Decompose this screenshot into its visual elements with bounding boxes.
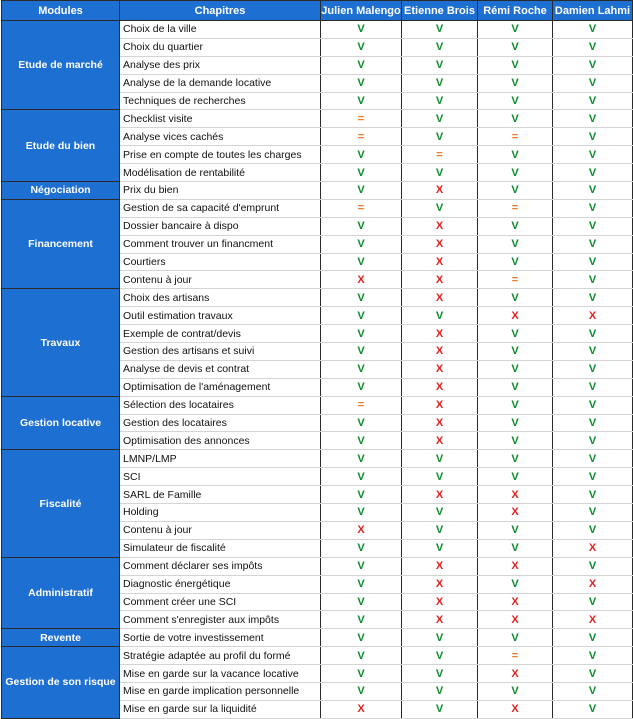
- check-mark: V: [478, 575, 553, 593]
- check-mark: V: [321, 164, 402, 182]
- check-mark: V: [402, 682, 478, 700]
- partial-mark: =: [478, 647, 553, 665]
- check-mark: V: [402, 199, 478, 217]
- module-cell: Fiscalité: [2, 450, 120, 557]
- chapter-cell: Dossier bancaire à dispo: [120, 217, 321, 235]
- chapter-cell: Mise en garde sur la liquidité: [120, 700, 321, 718]
- check-mark: V: [321, 593, 402, 611]
- check-mark: V: [321, 682, 402, 700]
- table-row: [2, 199, 633, 217]
- cross-mark: X: [402, 396, 478, 414]
- chapter-cell: Gestion des artisans et suivi: [120, 343, 321, 361]
- partial-mark: =: [402, 146, 478, 164]
- check-mark: V: [321, 343, 402, 361]
- check-mark: V: [321, 92, 402, 110]
- module-cell: Gestion locative: [2, 396, 120, 450]
- cross-mark: X: [321, 700, 402, 718]
- check-mark: V: [478, 378, 553, 396]
- check-mark: V: [402, 700, 478, 718]
- check-mark: V: [553, 593, 633, 611]
- table-row: [2, 110, 633, 128]
- check-mark: V: [553, 468, 633, 486]
- chapter-cell: SCI: [120, 468, 321, 486]
- check-mark: V: [553, 128, 633, 146]
- check-mark: V: [553, 343, 633, 361]
- check-mark: V: [321, 486, 402, 504]
- cross-mark: X: [402, 414, 478, 432]
- check-mark: V: [321, 378, 402, 396]
- cross-mark: X: [402, 611, 478, 629]
- check-mark: V: [321, 217, 402, 235]
- cross-mark: X: [478, 700, 553, 718]
- chapter-cell: Analyse de devis et contrat: [120, 360, 321, 378]
- check-mark: V: [553, 56, 633, 74]
- check-mark: V: [553, 486, 633, 504]
- check-mark: V: [553, 182, 633, 200]
- check-mark: V: [478, 182, 553, 200]
- check-mark: V: [553, 521, 633, 539]
- check-mark: V: [321, 146, 402, 164]
- cross-mark: X: [402, 182, 478, 200]
- partial-mark: =: [321, 396, 402, 414]
- check-mark: V: [478, 164, 553, 182]
- chapter-cell: Techniques de recherches: [120, 92, 321, 110]
- check-mark: V: [553, 38, 633, 56]
- check-mark: V: [553, 110, 633, 128]
- partial-mark: =: [478, 128, 553, 146]
- check-mark: V: [478, 343, 553, 361]
- check-mark: V: [321, 468, 402, 486]
- chapter-cell: Simulateur de fiscalité: [120, 539, 321, 557]
- chapter-cell: Mise en garde sur la vacance locative: [120, 665, 321, 683]
- chapter-cell: Analyse de la demande locative: [120, 74, 321, 92]
- cross-mark: X: [402, 593, 478, 611]
- header-modules: Modules: [2, 1, 120, 21]
- header-chapitres: Chapitres: [120, 1, 321, 21]
- check-mark: V: [478, 110, 553, 128]
- cross-mark: X: [402, 378, 478, 396]
- chapter-cell: Contenu à jour: [120, 271, 321, 289]
- cross-mark: X: [402, 289, 478, 307]
- chapter-cell: Holding: [120, 504, 321, 522]
- check-mark: V: [553, 450, 633, 468]
- chapter-cell: Comment déclarer ses impôts: [120, 557, 321, 575]
- check-mark: V: [553, 289, 633, 307]
- cross-mark: X: [402, 253, 478, 271]
- check-mark: V: [478, 360, 553, 378]
- check-mark: V: [402, 647, 478, 665]
- chapter-cell: Choix des artisans: [120, 289, 321, 307]
- header-etienne-brois: Etienne Brois: [402, 1, 478, 21]
- partial-mark: =: [478, 271, 553, 289]
- check-mark: V: [402, 307, 478, 325]
- chapter-cell: Modélisation de rentabilité: [120, 164, 321, 182]
- check-mark: V: [321, 289, 402, 307]
- chapter-cell: Courtiers: [120, 253, 321, 271]
- check-mark: V: [553, 21, 633, 39]
- check-mark: V: [478, 21, 553, 39]
- check-mark: V: [553, 360, 633, 378]
- cross-mark: X: [321, 521, 402, 539]
- check-mark: V: [321, 253, 402, 271]
- chapter-cell: Optimisation des annonces: [120, 432, 321, 450]
- check-mark: V: [553, 396, 633, 414]
- table-row: [2, 289, 633, 307]
- check-mark: V: [553, 665, 633, 683]
- check-mark: V: [553, 432, 633, 450]
- cross-mark: X: [402, 217, 478, 235]
- module-cell: Revente: [2, 629, 120, 647]
- check-mark: V: [321, 539, 402, 557]
- chapter-cell: Analyse vices cachés: [120, 128, 321, 146]
- check-mark: V: [553, 235, 633, 253]
- cross-mark: X: [402, 325, 478, 343]
- chapter-cell: Mise en garde implication personnelle: [120, 682, 321, 700]
- check-mark: V: [402, 128, 478, 146]
- chapter-cell: Exemple de contrat/devis: [120, 325, 321, 343]
- chapter-cell: Sélection des locataires: [120, 396, 321, 414]
- check-mark: V: [478, 74, 553, 92]
- check-mark: V: [321, 575, 402, 593]
- header-julien-malengo: Julien Malengo: [321, 1, 402, 21]
- cross-mark: X: [553, 539, 633, 557]
- check-mark: V: [478, 396, 553, 414]
- check-mark: V: [478, 217, 553, 235]
- check-mark: V: [478, 235, 553, 253]
- check-mark: V: [321, 307, 402, 325]
- check-mark: V: [321, 665, 402, 683]
- partial-mark: =: [321, 199, 402, 217]
- check-mark: V: [321, 21, 402, 39]
- check-mark: V: [553, 164, 633, 182]
- check-mark: V: [553, 700, 633, 718]
- cross-mark: X: [478, 593, 553, 611]
- cross-mark: X: [553, 307, 633, 325]
- chapter-cell: Checklist visite: [120, 110, 321, 128]
- check-mark: V: [553, 92, 633, 110]
- check-mark: V: [553, 378, 633, 396]
- check-mark: V: [402, 74, 478, 92]
- check-mark: V: [553, 629, 633, 647]
- cross-mark: X: [553, 575, 633, 593]
- chapter-cell: Optimisation de l'aménagement: [120, 378, 321, 396]
- cross-mark: X: [478, 504, 553, 522]
- check-mark: V: [478, 325, 553, 343]
- check-mark: V: [321, 414, 402, 432]
- check-mark: V: [553, 253, 633, 271]
- module-cell: Etude du bien: [2, 110, 120, 182]
- partial-mark: =: [321, 110, 402, 128]
- check-mark: V: [478, 289, 553, 307]
- table-row: [2, 450, 633, 468]
- check-mark: V: [321, 56, 402, 74]
- partial-mark: =: [321, 128, 402, 146]
- check-mark: V: [553, 74, 633, 92]
- module-cell: Etude de marché: [2, 21, 120, 110]
- check-mark: V: [553, 271, 633, 289]
- check-mark: V: [553, 199, 633, 217]
- table-body: [2, 21, 633, 719]
- check-mark: V: [478, 521, 553, 539]
- check-mark: V: [321, 450, 402, 468]
- table-row: [2, 629, 633, 647]
- check-mark: V: [402, 38, 478, 56]
- check-mark: V: [402, 468, 478, 486]
- check-mark: V: [402, 504, 478, 522]
- header-remi-roche: Rémi Roche: [478, 1, 553, 21]
- chapter-cell: Comment s'enregister aux impôts: [120, 611, 321, 629]
- chapter-cell: Choix de la ville: [120, 21, 321, 39]
- check-mark: V: [478, 146, 553, 164]
- check-mark: V: [478, 56, 553, 74]
- check-mark: V: [402, 56, 478, 74]
- check-mark: V: [478, 432, 553, 450]
- check-mark: V: [402, 450, 478, 468]
- module-cell: Gestion de son risque: [2, 647, 120, 719]
- cross-mark: X: [478, 307, 553, 325]
- module-cell: Administratif: [2, 557, 120, 629]
- table-row: [2, 21, 633, 39]
- chapter-cell: Choix du quartier: [120, 38, 321, 56]
- check-mark: V: [321, 360, 402, 378]
- chapter-cell: Prix du bien: [120, 182, 321, 200]
- cross-mark: X: [553, 611, 633, 629]
- chapter-cell: Stratégie adaptée au profil du formé: [120, 647, 321, 665]
- check-mark: V: [478, 414, 553, 432]
- cross-mark: X: [402, 271, 478, 289]
- check-mark: V: [402, 629, 478, 647]
- table-row: [2, 396, 633, 414]
- check-mark: V: [402, 21, 478, 39]
- chapter-cell: SARL de Famille: [120, 486, 321, 504]
- check-mark: V: [321, 647, 402, 665]
- check-mark: V: [478, 468, 553, 486]
- chapter-cell: Outil estimation travaux: [120, 307, 321, 325]
- check-mark: V: [553, 325, 633, 343]
- chapter-cell: Analyse des prix: [120, 56, 321, 74]
- check-mark: V: [402, 521, 478, 539]
- cross-mark: X: [321, 271, 402, 289]
- comparison-table: [1, 0, 633, 719]
- check-mark: V: [321, 629, 402, 647]
- check-mark: V: [553, 557, 633, 575]
- header-row: [2, 1, 633, 21]
- check-mark: V: [402, 92, 478, 110]
- check-mark: V: [321, 504, 402, 522]
- header-damien-lahmi: Damien Lahmi: [553, 1, 633, 21]
- partial-mark: =: [478, 199, 553, 217]
- check-mark: V: [478, 629, 553, 647]
- module-cell: Financement: [2, 199, 120, 288]
- table-row: [2, 557, 633, 575]
- cross-mark: X: [402, 432, 478, 450]
- cross-mark: X: [402, 575, 478, 593]
- check-mark: V: [553, 682, 633, 700]
- module-cell: Travaux: [2, 289, 120, 396]
- check-mark: V: [478, 539, 553, 557]
- check-mark: V: [321, 557, 402, 575]
- chapter-cell: Gestion de sa capacité d'emprunt: [120, 199, 321, 217]
- chapter-cell: Contenu à jour: [120, 521, 321, 539]
- chapter-cell: Prise en compte de toutes les charges: [120, 146, 321, 164]
- cross-mark: X: [478, 486, 553, 504]
- chapter-cell: Comment trouver un financment: [120, 235, 321, 253]
- check-mark: V: [321, 432, 402, 450]
- check-mark: V: [553, 504, 633, 522]
- check-mark: V: [553, 146, 633, 164]
- cross-mark: X: [402, 486, 478, 504]
- check-mark: V: [478, 253, 553, 271]
- check-mark: V: [553, 414, 633, 432]
- check-mark: V: [478, 92, 553, 110]
- check-mark: V: [478, 682, 553, 700]
- chapter-cell: Sortie de votre investissement: [120, 629, 321, 647]
- check-mark: V: [478, 38, 553, 56]
- check-mark: V: [321, 74, 402, 92]
- check-mark: V: [402, 110, 478, 128]
- check-mark: V: [402, 539, 478, 557]
- chapter-cell: Gestion des locataires: [120, 414, 321, 432]
- check-mark: V: [402, 665, 478, 683]
- cross-mark: X: [478, 611, 553, 629]
- check-mark: V: [553, 647, 633, 665]
- check-mark: V: [402, 164, 478, 182]
- cross-mark: X: [402, 557, 478, 575]
- cross-mark: X: [478, 557, 553, 575]
- check-mark: V: [321, 611, 402, 629]
- table-row: [2, 647, 633, 665]
- chapter-cell: LMNP/LMP: [120, 450, 321, 468]
- cross-mark: X: [402, 343, 478, 361]
- chapter-cell: Diagnostic énergétique: [120, 575, 321, 593]
- check-mark: V: [321, 235, 402, 253]
- cross-mark: X: [402, 360, 478, 378]
- check-mark: V: [553, 217, 633, 235]
- cross-mark: X: [402, 235, 478, 253]
- check-mark: V: [321, 38, 402, 56]
- cross-mark: X: [478, 665, 553, 683]
- check-mark: V: [321, 182, 402, 200]
- table-row: [2, 182, 633, 200]
- check-mark: V: [478, 450, 553, 468]
- check-mark: V: [321, 325, 402, 343]
- chapter-cell: Comment créer une SCI: [120, 593, 321, 611]
- module-cell: Négociation: [2, 182, 120, 200]
